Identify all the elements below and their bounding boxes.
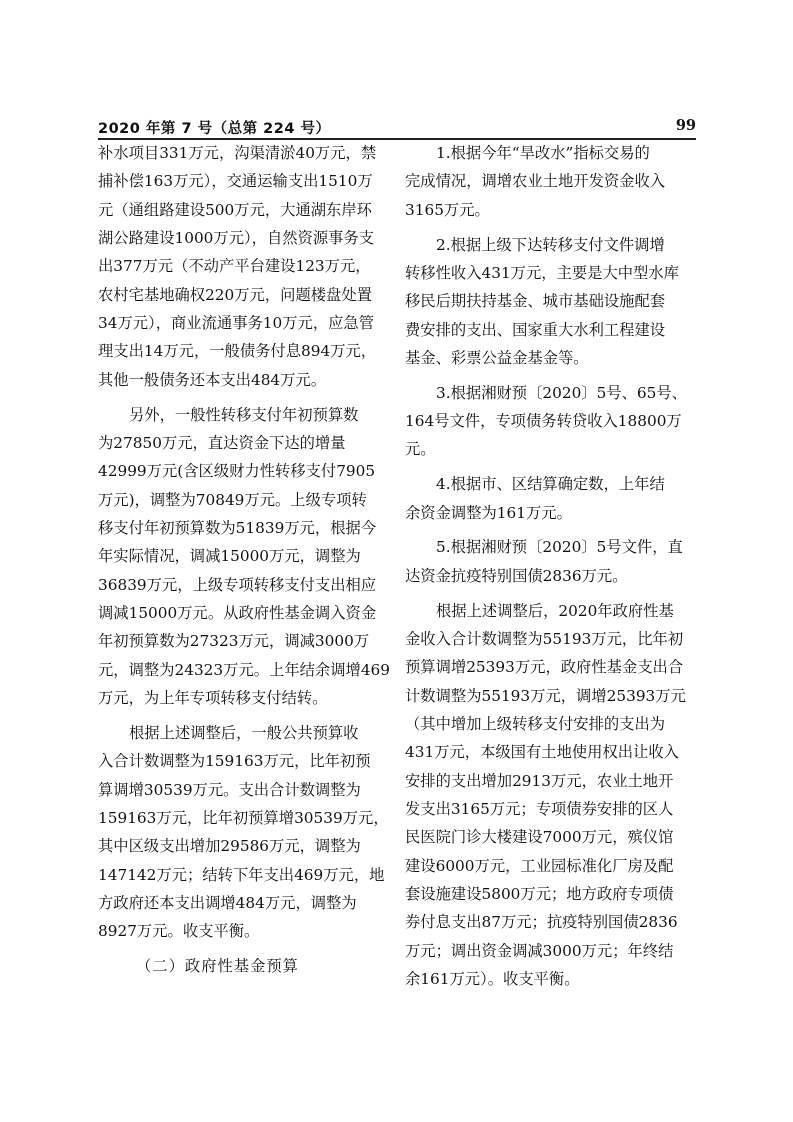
text-line: 余161万元）。收支平衡。: [405, 970, 580, 989]
text-line: 农村宅基地确权220万元，问题楼盘处置: [98, 285, 372, 304]
text-line: 理支出14万元，一般债务付息894万元，: [98, 342, 377, 361]
text-line: 券付息支出87万元；抗疫特别国债2836: [405, 913, 678, 932]
list-item: [405, 139, 696, 224]
section-heading: （二）政府性基金预算: [136, 957, 299, 976]
text-line: 金收入合计数调整为55193万元，比年初: [405, 630, 684, 648]
text-line: 3.根据湘财预〔2020〕5号、65号、: [436, 383, 687, 402]
text-line: 出377万元（不动产平台建设123万元，: [98, 257, 371, 276]
text-line: 基金、彩票公益金基金等。: [405, 348, 589, 367]
text-line: 发支出3165万元；专项债券安排的区人: [405, 800, 674, 819]
text-line: 余资金调整为161万元。: [405, 503, 572, 522]
text-line: 431万元，本级国有土地使用权出让收入: [405, 743, 679, 762]
text-line: 年实际情况，调减15000万元，调整为: [98, 547, 361, 566]
text-line: 年初预算数为27323万元，调减3000万: [98, 632, 370, 651]
paragraph: [98, 401, 389, 713]
text-line: 根据上述调整后，一般公共预算收: [129, 723, 359, 742]
text-line: 捕补偿163万元），交通运输支出1510万: [98, 172, 373, 191]
paragraph: [98, 719, 389, 946]
page-number: 99: [675, 117, 696, 134]
text-line: 为27850万元，直达资金下达的增量: [98, 433, 346, 452]
text-line: 预算调增25393万元，政府性基金支出合: [405, 658, 684, 677]
text-line: 另外，一般性转移支付年初预算数: [129, 405, 359, 424]
text-line: 万元，为上年专项转移支付结转。: [98, 689, 328, 708]
text-line: （其中增加上级转移支付安排的支出为: [405, 715, 666, 734]
text-line: 民医院门诊大楼建设7000万元，殡仪馆: [405, 828, 674, 847]
paragraph: [98, 139, 389, 394]
text-line: 调减15000万元。从政府性基金调入资金: [98, 604, 377, 622]
text-line: 万元)，调整为70849万元。上级专项转: [98, 490, 367, 509]
text-line: 费安排的支出、国家重大水利工程建设: [405, 320, 666, 339]
text-line: 元，调整为24323万元。上年结余调增469: [98, 660, 391, 679]
text-line: 34万元），商业流通事务10万元，应急管: [98, 314, 375, 333]
left-column: [98, 139, 389, 980]
issue-label: 2020 年第 7 号（总第 224 号）: [98, 121, 331, 137]
text-line: 2.根据上级下达转移支付文件调增: [436, 235, 665, 254]
text-line: 湖公路建设1000万元），自然资源事务支: [98, 229, 375, 248]
text-line: 8927万元。收支平衡。: [98, 922, 260, 941]
text-line: 42999万元(含区级财力性转移支付7905: [98, 462, 376, 481]
text-line: 入合计数调整为159163万元，比年初预: [98, 752, 371, 771]
text-line: 建设6000万元，工业园标准化厂房及配: [405, 856, 674, 875]
text-line: 达资金抗疫特别国债2836万元。: [405, 566, 628, 585]
text-line: 3165万元。: [405, 200, 490, 219]
text-line: 完成情况，调增农业土地开发资金收入: [405, 172, 666, 191]
text-line: 移民后期扶持基金、城市基础设施配套: [405, 292, 666, 311]
list-item: [405, 231, 696, 373]
list-item: [405, 533, 696, 590]
text-line: 方政府还本支出调增484万元，调整为: [98, 893, 357, 912]
text-line: 1.根据今年“旱改水”指标交易的: [436, 144, 650, 162]
text-line: 元（通组路建设500万元，大通湖东岸环: [98, 200, 372, 219]
text-line: 147142万元；结转下年支出469万元，地: [98, 865, 385, 884]
text-line: 移支付年初预算数为51839万元，根据今: [98, 518, 377, 537]
text-line: 164号文件，专项债务转贷收入18800万: [405, 412, 682, 431]
page-header: [98, 117, 696, 139]
list-item: [405, 470, 696, 527]
text-line: 万元；调出资金调减3000万元；年终结: [405, 941, 674, 960]
text-line: 转移性收入431万元，主要是大中型水库: [405, 263, 679, 282]
text-line: 159163万元，比年初预算增30539万元，: [98, 808, 389, 827]
text-line: 其中区级支出增加29586万元，调整为: [98, 837, 361, 856]
list-item: [405, 379, 696, 464]
text-line: 4.根据市、区结算确定数，上年结: [436, 475, 665, 494]
text-line: 36839万元，上级专项转移支付支出相应: [98, 575, 377, 594]
right-column: [405, 139, 696, 993]
text-line: 根据上述调整后，2020年政府性基: [436, 601, 674, 620]
text-line: 算调增30539万元。支出合计数调整为: [98, 780, 361, 799]
text-line: 其他一般债务还本支出484万元。: [98, 370, 327, 389]
paragraph: [405, 597, 696, 994]
text-line: 安排的支出增加2913万元，农业土地开: [405, 771, 674, 790]
text-line: 补水项目331万元，沟渠清淤40万元，禁: [98, 144, 377, 162]
text-line: 元。: [405, 440, 436, 459]
text-line: 套设施建设5800万元；地方政府专项债: [405, 885, 674, 904]
text-line: 5.根据湘财预〔2020〕5号文件，直: [436, 538, 683, 557]
text-line: 计数调整为55193万元，调增25393万元: [405, 686, 686, 705]
